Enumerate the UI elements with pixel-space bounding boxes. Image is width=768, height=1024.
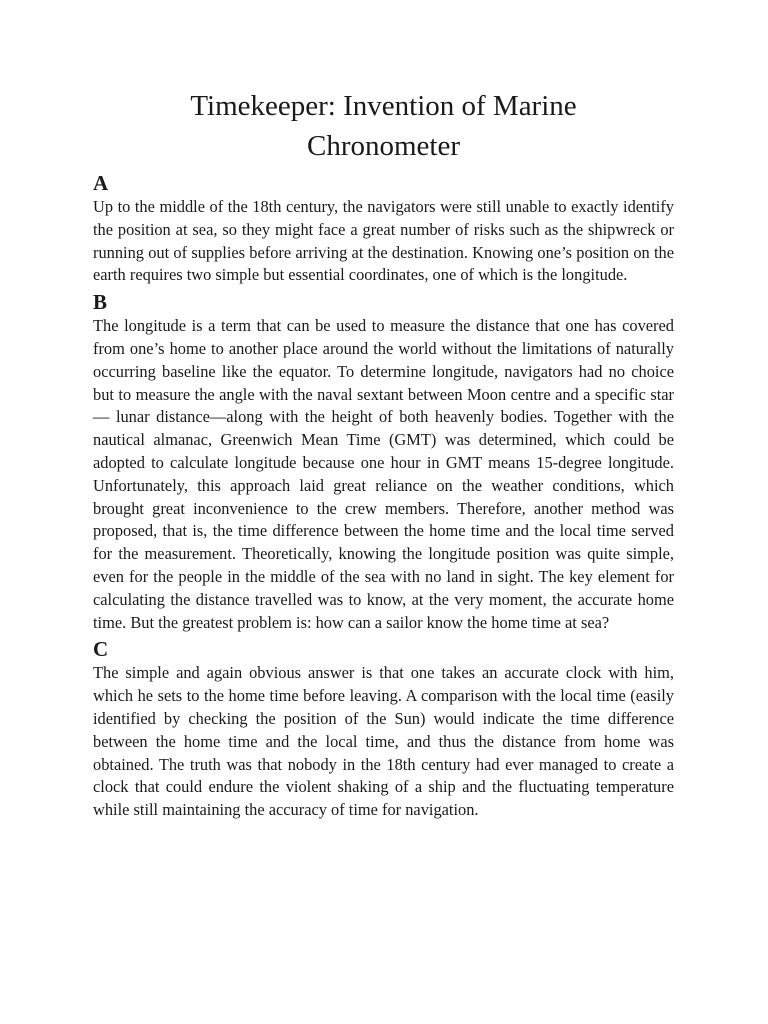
section-letter-a: A: [93, 171, 109, 195]
document-title: [93, 86, 674, 166]
section-c: [93, 636, 674, 822]
title-line-1: Timekeeper: Invention of Marine: [190, 90, 577, 122]
section-c-paragraph: The simple and again obvious answer is that one takes an accurate clock with him, which he sets to the home time before leaving. A comparison with the local time (easily identified by checking the position of the Sun) would indicate the time difference between the home time and the local time, and thus the distance from home was obtained. The truth was that nobody in the 18th century had ever managed to create a clock that could endure the violent shaking of a ship and the fluctuating temperature while still maintaining the accuracy of time for navigation.: [93, 663, 674, 820]
section-b: [93, 289, 674, 634]
title-line-2: Chronometer: [306, 130, 460, 162]
section-a-paragraph: Up to the middle of the 18th century, the navigators were still unable to exactly identify the position at sea, so they might face a great number of risks such as the shipwreck or running out of supplies before arriving at the destination. Knowing one’s position on the earth requires two simple but essential coordinates, one of which is the longitude.: [93, 197, 674, 285]
document-page: [93, 86, 674, 824]
section-a: [93, 170, 674, 287]
section-letter-b: B: [93, 290, 108, 315]
section-b-paragraph: The longitude is a term that can be used to measure the distance that one has covered from one’s home to another place around the world without the limitations of naturally occurring baseline like the equator. To determine longitude, navigators had no choice but to measure the angle with the naval sextant between Moon centre and a specific star— lunar distance—along with the height of both heavenly bodies. Together with the nautical almanac, Greenwich Mean Time (GMT) was determined, which could be adopted to calculate longitude because one hour in GMT means 15-degree longitude. Unfortunately, this approach laid great reliance on the weather conditions, which brought great inconvenience to the crew members. Therefore, another method was proposed, that is, the time difference between the home time and the local time served for the measurement. Theoretically, knowing the longitude position was quite simple, even for the people in the middle of the sea with no land in sight. The key element for calculating the distance travelled was to know, at the very moment, the accurate home time. But the greatest problem is: how can a sailor know the home time at sea?: [93, 316, 674, 632]
section-letter-c: C: [93, 637, 109, 662]
